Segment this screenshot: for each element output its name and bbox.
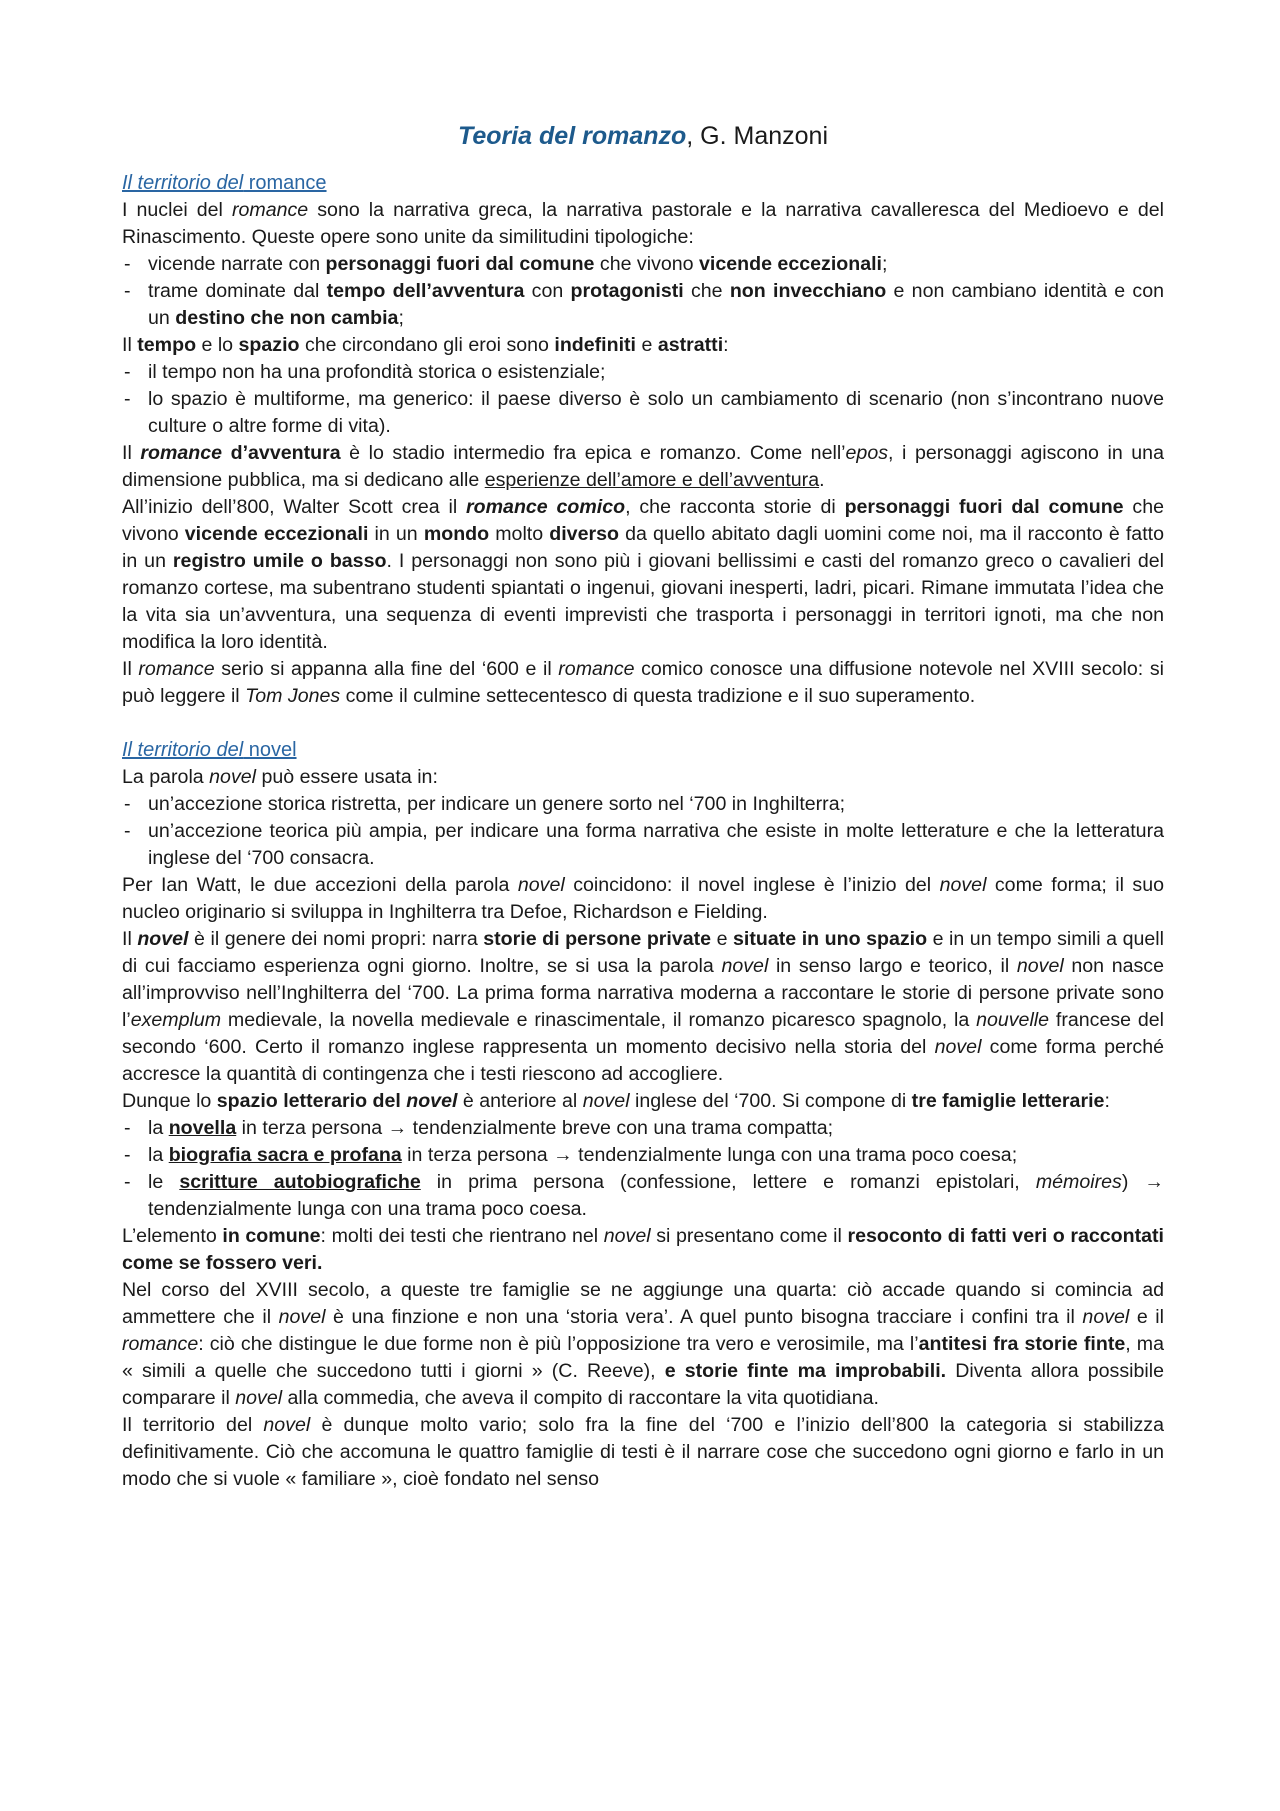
- page-title: Teoria del romanzo, G. Manzoni: [457, 122, 829, 150]
- dash-list: [122, 359, 1164, 440]
- list-item: - le scritture autobiografiche in prima persona (confessione, lettere e romanzi epistolari, mémoires) → tendenzialmente lunga con una trama poco coesa.: [122, 1169, 1164, 1223]
- list-item: - lo spazio è multiforme, ma generico: il paese diverso è solo un cambiamento di scenario (non s’incontrano nuove culture o altre forme di vita).: [122, 386, 1164, 440]
- list-item: - un’accezione teorica più ampia, per indicare una forma narrativa che esiste in molte letterature e che la letteratura inglese del ‘700 consacra.: [122, 818, 1164, 872]
- dash-list: [122, 1115, 1164, 1223]
- paragraph: Il romance d’avventura è lo stadio intermedio fra epica e romanzo. Come nell’epos, i personaggi agiscono in una dimensione pubblica, ma si dedicano alle esperienze dell’amore e dell’avventura.: [122, 442, 1164, 491]
- list-item: - vicende narrate con personaggi fuori dal comune che vivono vicende eccezionali;: [122, 251, 1164, 278]
- paragraph: Il romance serio si appanna alla fine del ‘600 e il romance comico conosce una diffusione notevole nel XVIII secolo: si può leggere il Tom Jones come il culmine settecentesco di questa tradizione e il suo superamento.: [122, 658, 1164, 707]
- paragraph: I nuclei del romance sono la narrativa greca, la narrativa pastorale e la narrativa cavalleresca del Medioevo e del Rinascimento. Queste opere sono unite da similitudini tipologiche:: [122, 199, 1164, 248]
- section-spacer: [122, 710, 1164, 737]
- paragraph: La parola novel può essere usata in:: [122, 766, 438, 788]
- paragraph: L’elemento in comune: molti dei testi che rientrano nel novel si presentano come il resoconto di fatti veri o raccontati come se fossero veri.: [122, 1225, 1164, 1274]
- paragraph: Nel corso del XVIII secolo, a queste tre famiglie se ne aggiunge una quarta: ciò accade quando si comincia ad ammettere che il novel è una finzione e non una ‘storia vera’. A quel punto bisogna tracciare i confini tra il novel e il romance: ciò che distingue le due forme non è più l’opposizione tra vero e verosimile, ma l’antitesi fra storie finte, ma « simili a quelle che succedono tutti i giorni » (C. Reeve), e storie finte ma improbabili. Diventa allora possibile comparare il novel alla commedia, che aveva il compito di raccontare la vita quotidiana.: [122, 1279, 1165, 1409]
- dash-list: [122, 251, 1164, 332]
- paragraph: Dunque lo spazio letterario del novel è anteriore al novel inglese del ‘700. Si compone di tre famiglie letterarie:: [122, 1090, 1110, 1112]
- paragraph: All’inizio dell’800, Walter Scott crea il romance comico, che racconta storie di personaggi fuori dal comune che vivono vicende eccezionali in un mondo molto diverso da quello abitato dagli uomini come noi, ma il racconto è fatto in un registro umile o basso. I personaggi non sono più i giovani bellissimi e casti del romanzo greco o cavalieri del romanzo cortese, ma subentrano studenti spiantati o ingenui, giovani inesperti, ladri, picari. Rimane immutata l’idea che la vita sia un’avventura, una sequenza di eventi imprevisti che trasporta i personaggi in territori ignoti, ma che non modifica la loro identità.: [122, 496, 1164, 653]
- paragraph: Il novel è il genere dei nomi propri: narra storie di persone private e situate in uno spazio e in un tempo simili a quell di cui facciamo esperienza ogni giorno. Inoltre, se si usa la parola novel in senso largo e teorico, il novel non nasce all’improvviso nell’Inghilterra del ‘700. La prima forma narrativa moderna a raccontare le storie di persone private sono l’exemplum medievale, la novella medievale e rinascimentale, il romanzo picaresco spagnolo, la nouvelle francese del secondo ‘600. Certo il romanzo inglese rappresenta un momento decisivo nella storia del novel come forma perché accresce la quantità di contingenza che i testi riescono ad accogliere.: [122, 928, 1165, 1085]
- paragraph: Il tempo e lo spazio che circondano gli eroi sono indefiniti e astratti:: [122, 334, 729, 356]
- list-item: - trame dominate dal tempo dell’avventura con protagonisti che non invecchiano e non cambiano identità e con un destino che non cambia;: [122, 278, 1164, 332]
- list-item: - il tempo non ha una profondità storica o esistenziale;: [122, 359, 1164, 386]
- list-item: - la novella in terza persona → tendenzialmente breve con una trama compatta;: [122, 1115, 1164, 1142]
- list-item: - un’accezione storica ristretta, per indicare un genere sorto nel ‘700 in Inghilterra;: [122, 791, 1164, 818]
- section-heading-novel: Il territorio del novel: [122, 739, 297, 761]
- paragraph: Il territorio del novel è dunque molto vario; solo fra la fine del ‘700 e l’inizio dell’800 la categoria si stabilizza definitivamente. Ciò che accomuna le quattro famiglie di testi è il narrare cose che succedono ogni giorno e farlo in un modo che si vuole « familiare », cioè fondato nel senso: [122, 1414, 1164, 1490]
- list-item: - la biografia sacra e profana in terza persona → tendenzialmente lunga con una trama poco coesa;: [122, 1142, 1164, 1169]
- paragraph: Per Ian Watt, le due accezioni della parola novel coincidono: il novel inglese è l’inizio del novel come forma; il suo nucleo originario si sviluppa in Inghilterra tra Defoe, Richardson e Fielding.: [122, 874, 1164, 923]
- dash-list: [122, 791, 1164, 872]
- section-heading-romance: Il territorio del romance: [122, 172, 327, 194]
